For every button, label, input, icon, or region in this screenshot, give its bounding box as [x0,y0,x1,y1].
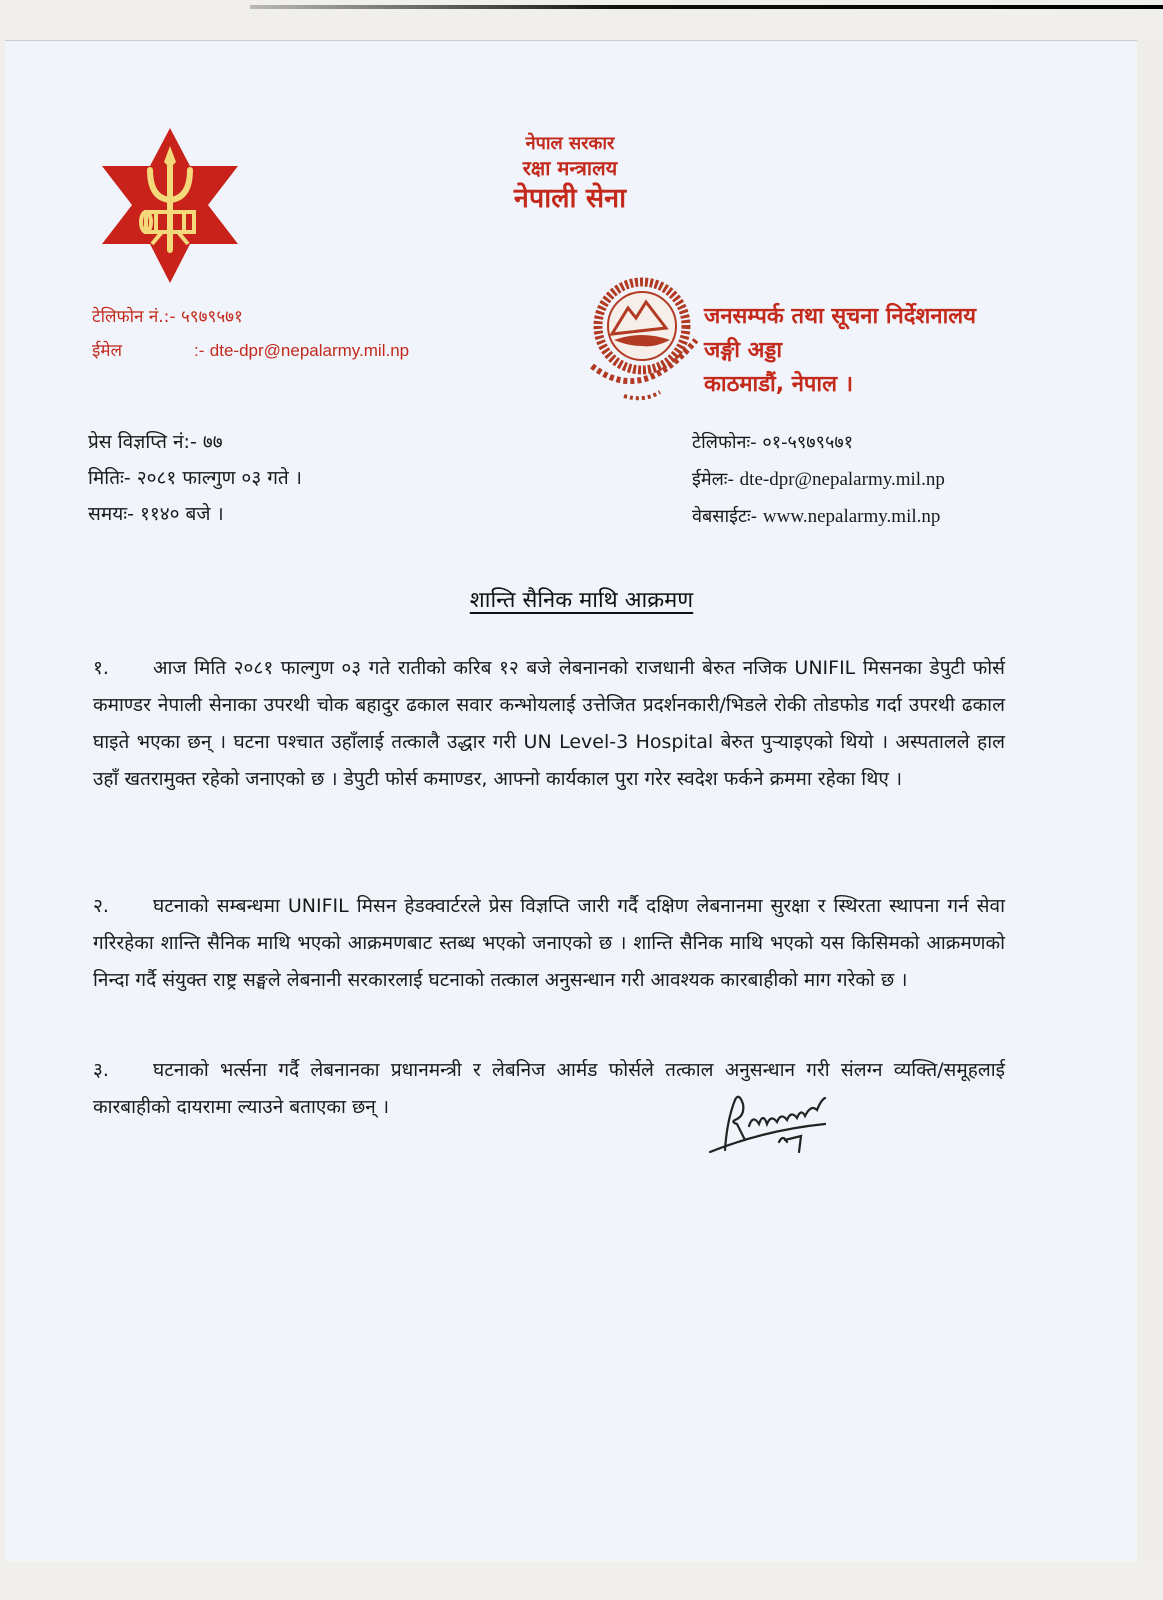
email-label: ईमेल [92,341,123,361]
scan-edge-line [250,5,1163,9]
paragraph-number: ३. [93,1059,109,1081]
phone-label: टेलिफोन नं.:- [92,307,176,327]
contact-right [692,424,945,535]
paragraph-text: घटनाको सम्बन्धमा UNIFIL मिसन हेडक्वार्टरले प्रेस विज्ञप्ति जारी गर्दै दक्षिण लेबनानमा सुरक्षा र स्थिरता स्थापना गर्न सेवा गरिरहेका शान्ति सैनिक माथि भएको आक्रमणबाट स्तब्ध भएको जनाएको छ । शान्ति सैनिक माथि भएको यस किसिमको आक्रमणको निन्दा गर्दै संयुक्त राष्ट्र सङ्घले लेबनानी सरकारलाई घटनाको तत्काल अनुसन्धान गरी आवश्यक कारबाहीको माग गरेको छ । [93,895,1005,991]
star-trident-damaru-icon [100,128,240,283]
press-meta [88,424,302,532]
contact-email-value[interactable]: dte-dpr@nepalarmy.mil.np [739,469,945,490]
contact-email-label: ईमेलः- [692,469,734,490]
letterhead-contact [92,300,409,368]
paragraph-number: २. [93,895,109,917]
phone-value: ५९७९५७१ [180,307,243,327]
release-number: प्रेस विज्ञप्ति नं:- ७७ [88,431,223,453]
paragraph-text: घटनाको भर्त्सना गर्दै लेबनानका प्रधानमन्त्री र लेबनिज आर्मड फोर्सले तत्काल अनुसन्धान गरी संलग्न व्यक्ति/समूहलाई कारबाहीको दायरामा ल्याउने बताएका छन् । [93,1059,1005,1118]
release-time: समयः- ११४० बजे । [88,503,224,525]
contact-website-label: वेबसाईटः- [692,506,758,527]
email-value[interactable]: dte-dpr@nepalarmy.mil.np [209,341,410,360]
directorate-name: जनसम्पर्क तथा सूचना निर्देशनालय [704,304,976,329]
contact-phone-label: टेलिफोनः- [692,432,757,453]
handwritten-signature-icon [705,1090,840,1155]
paragraph-number: १. [93,657,109,679]
paragraph-text: आज मिति २०८१ फाल्गुण ०३ गते रातीको करिब १२ बजे लेबनानको राजधानी बेरुत नजिक UNIFIL मिसनका डेपुटी फोर्स कमाण्डर नेपाली सेनाका उपरथी चोक बहादुर ढकाल सवार कन्भोयलाई उत्तेजित प्रदर्शनकारी/भिडले रोकी तोडफोड गर्दा उपरथी ढकाल घाइते भएका छन् । घटना पश्चात उहाँलाई तत्कालै उद्धार गरी UN Level-3 Hospital बेरुत पुऱ्याइएको थियो । अस्पतालले हाल उहाँ खतरामुक्त रहेको जनाएको छ । डेपुटी फोर्स कमाण्डर, आफ्नो कार्यकाल पुरा गरेर स्वदेश फर्कने क्रममा रहेका थिए । [93,657,1005,790]
organization-name: नेपाली सेना [513,183,627,215]
paragraph-2 [93,888,1005,999]
mountain-seal-icon [584,274,706,406]
release-date: मितिः- २०८१ फाल्गुण ०३ गते । [88,467,303,489]
paragraph-3 [93,1052,1005,1126]
paragraph-1 [93,650,1005,798]
contact-phone-value: ०१-५९७९५७१ [762,432,854,453]
directorate-block [704,300,976,402]
document-title [0,584,1163,614]
scan-margin [1137,40,1163,1560]
directorate-unit: जङ्गी अड्डा [704,338,783,363]
government-name: नेपाल सरकार [525,133,615,154]
letterhead-title [440,132,700,216]
document-title-text: शान्ति सैनिक माथि आक्रमण [469,588,694,613]
contact-website-value[interactable]: www.nepalarmy.mil.np [762,506,941,527]
email-separator: :- [194,341,205,360]
ministry-name: रक्षा मन्त्रालय [522,156,618,181]
directorate-location: काठमाडौं, नेपाल । [704,372,854,397]
